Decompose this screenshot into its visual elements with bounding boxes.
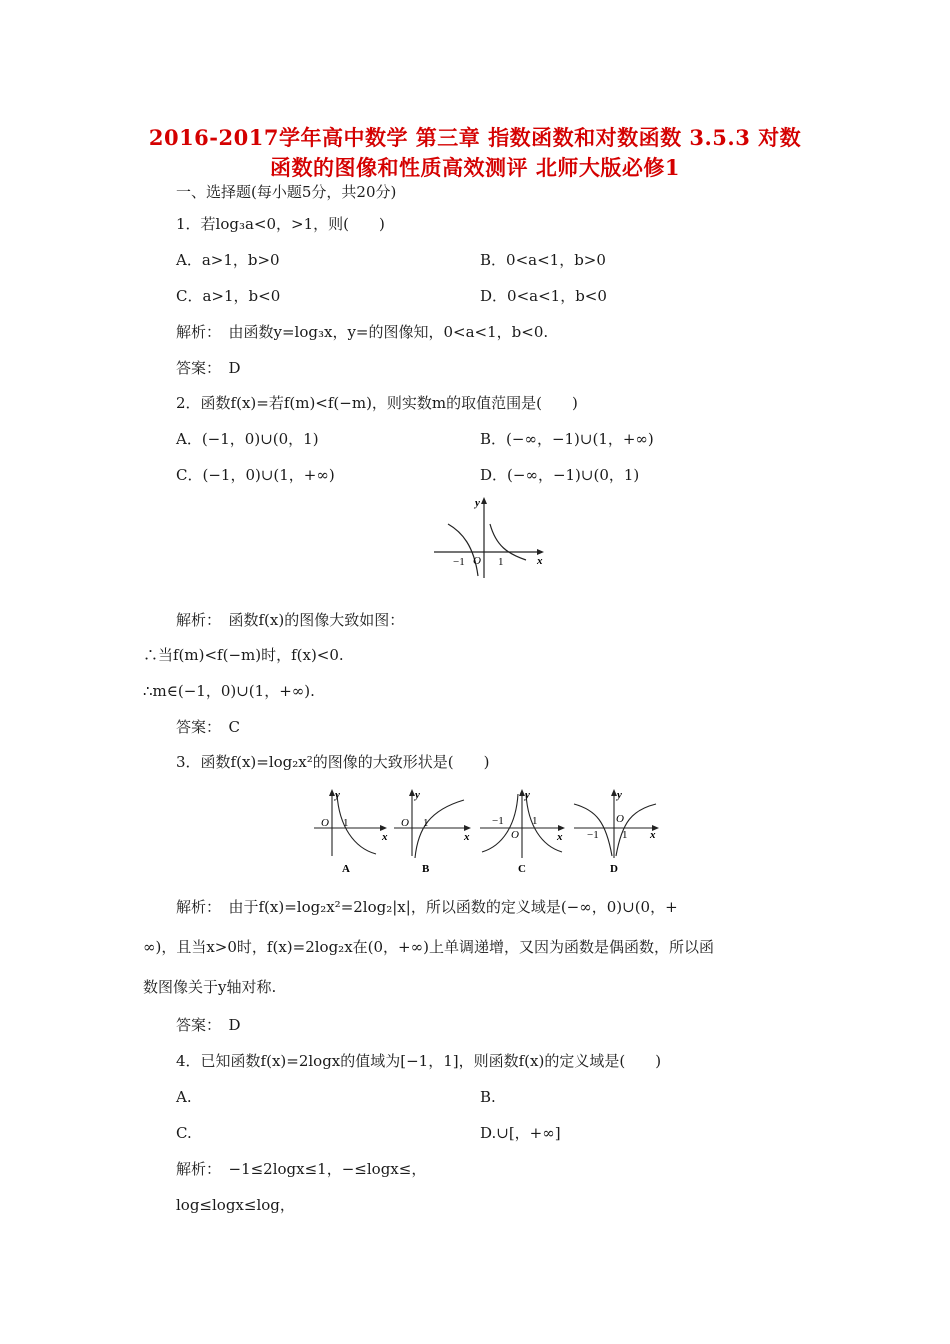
title-line-2: 函数的图像和性质高效测评 北师大版必修1 bbox=[270, 155, 680, 180]
svg-text:x: x bbox=[464, 831, 470, 843]
q3-label-d: D bbox=[610, 863, 618, 875]
q1-option-d: D．0<a<1，b<0 bbox=[480, 287, 607, 305]
q3-answer: 答案： D bbox=[176, 1016, 241, 1034]
svg-text:x: x bbox=[650, 829, 656, 841]
q4-step-1: log≤logx≤log， bbox=[176, 1196, 295, 1214]
q2-neg1-label: −1 bbox=[453, 556, 465, 568]
q3-graph-c bbox=[480, 789, 565, 875]
q2-stem: 2．函数f(x)=若f(m)<f(−m)，则实数m的取值范围是( ) bbox=[176, 394, 578, 412]
q1-stem: 1．若log₃a<0，>1，则( ) bbox=[176, 215, 385, 233]
q2-x-label: x bbox=[537, 555, 543, 567]
q4-option-a: A. bbox=[176, 1088, 192, 1106]
svg-text:1: 1 bbox=[423, 817, 429, 829]
q3-graph-b bbox=[394, 789, 471, 875]
title-line-1: 2016-2017学年高中数学 第三章 指数函数和对数函数 3.5.3 对数 bbox=[148, 125, 802, 150]
svg-text:O: O bbox=[511, 829, 519, 841]
q3-analysis-line-3: 数图像关于y轴对称. bbox=[143, 978, 277, 996]
svg-text:−1: −1 bbox=[492, 815, 504, 827]
q2-option-d: D．(−∞，−1)∪(0，1) bbox=[480, 466, 640, 484]
q3-label-c: C bbox=[518, 863, 526, 875]
q1-option-c: C．a>1，b<0 bbox=[176, 287, 281, 305]
q2-answer: 答案： C bbox=[176, 718, 240, 736]
q1-option-a: A．a>1，b>0 bbox=[176, 251, 280, 269]
section-heading: 一、选择题(每小题5分，共20分) bbox=[176, 183, 397, 201]
q2-one-label: 1 bbox=[498, 556, 504, 568]
svg-text:y: y bbox=[415, 789, 420, 801]
svg-text:O: O bbox=[401, 817, 409, 829]
svg-text:−1: −1 bbox=[587, 829, 599, 841]
q2-option-c: C．(−1，0)∪(1，+∞) bbox=[176, 466, 335, 484]
svg-text:y: y bbox=[525, 789, 530, 801]
q2-right-curve bbox=[490, 524, 526, 560]
svg-text:1: 1 bbox=[343, 817, 349, 829]
q2-origin-label: O bbox=[473, 555, 481, 567]
svg-text:O: O bbox=[321, 817, 329, 829]
q2-option-b: B．(−∞，−1)∪(1，+∞) bbox=[480, 430, 654, 448]
svg-text:x: x bbox=[557, 831, 563, 843]
q1-option-b: B．0<a<1，b>0 bbox=[480, 251, 606, 269]
q4-option-c: C. bbox=[176, 1124, 192, 1142]
q3-graph-a bbox=[314, 789, 388, 875]
svg-text:1: 1 bbox=[622, 829, 628, 841]
q3-analysis-line-2: ∞)，且当x>0时，f(x)=2log₂x在(0，+∞)上单调递增，又因为函数是偶函数，所以函 bbox=[143, 938, 714, 956]
svg-text:y: y bbox=[617, 789, 622, 801]
svg-text:x: x bbox=[382, 831, 388, 843]
q1-analysis: 解析： 由函数y=log₃x，y=的图像知，0<a<1，b<0. bbox=[176, 323, 549, 341]
q3-graph-d bbox=[574, 789, 659, 875]
q2-function-graph bbox=[428, 494, 552, 580]
q2-analysis: 解析： 函数f(x)的图像大致如图： bbox=[176, 611, 405, 629]
q3-choice-graphs bbox=[312, 786, 672, 878]
svg-text:O: O bbox=[616, 813, 624, 825]
q3-analysis-line-1: 解析： 由于f(x)=log₂x²=2log₂|x|，所以函数的定义域是(−∞，0)∪(0，+ bbox=[176, 898, 678, 916]
q3-label-b: B bbox=[422, 863, 430, 875]
q1-answer: 答案： D bbox=[176, 359, 241, 377]
q3-label-a: A bbox=[342, 863, 350, 875]
q2-y-label: y bbox=[475, 497, 480, 509]
q2-step-1: ∴当f(m)<f(−m)时，f(x)<0. bbox=[143, 646, 344, 664]
q2-y-arrow bbox=[481, 497, 487, 504]
svg-text:y: y bbox=[335, 789, 340, 801]
q2-option-a: A．(−1，0)∪(0，1) bbox=[176, 430, 319, 448]
q2-left-curve bbox=[448, 524, 478, 576]
q4-option-b: B. bbox=[480, 1088, 496, 1106]
q4-option-d: D.∪[，+∞] bbox=[480, 1124, 561, 1142]
q2-step-2: ∴m∈(−1，0)∪(1，+∞). bbox=[143, 682, 315, 700]
q4-analysis: 解析： −1≤2logx≤1，−≤logx≤， bbox=[176, 1160, 427, 1178]
svg-text:1: 1 bbox=[532, 815, 538, 827]
q3-stem: 3．函数f(x)=log₂x²的图像的大致形状是( ) bbox=[176, 753, 490, 771]
q4-stem: 4．已知函数f(x)=2logx的值域为[−1，1]，则函数f(x)的定义域是( ) bbox=[176, 1052, 662, 1070]
